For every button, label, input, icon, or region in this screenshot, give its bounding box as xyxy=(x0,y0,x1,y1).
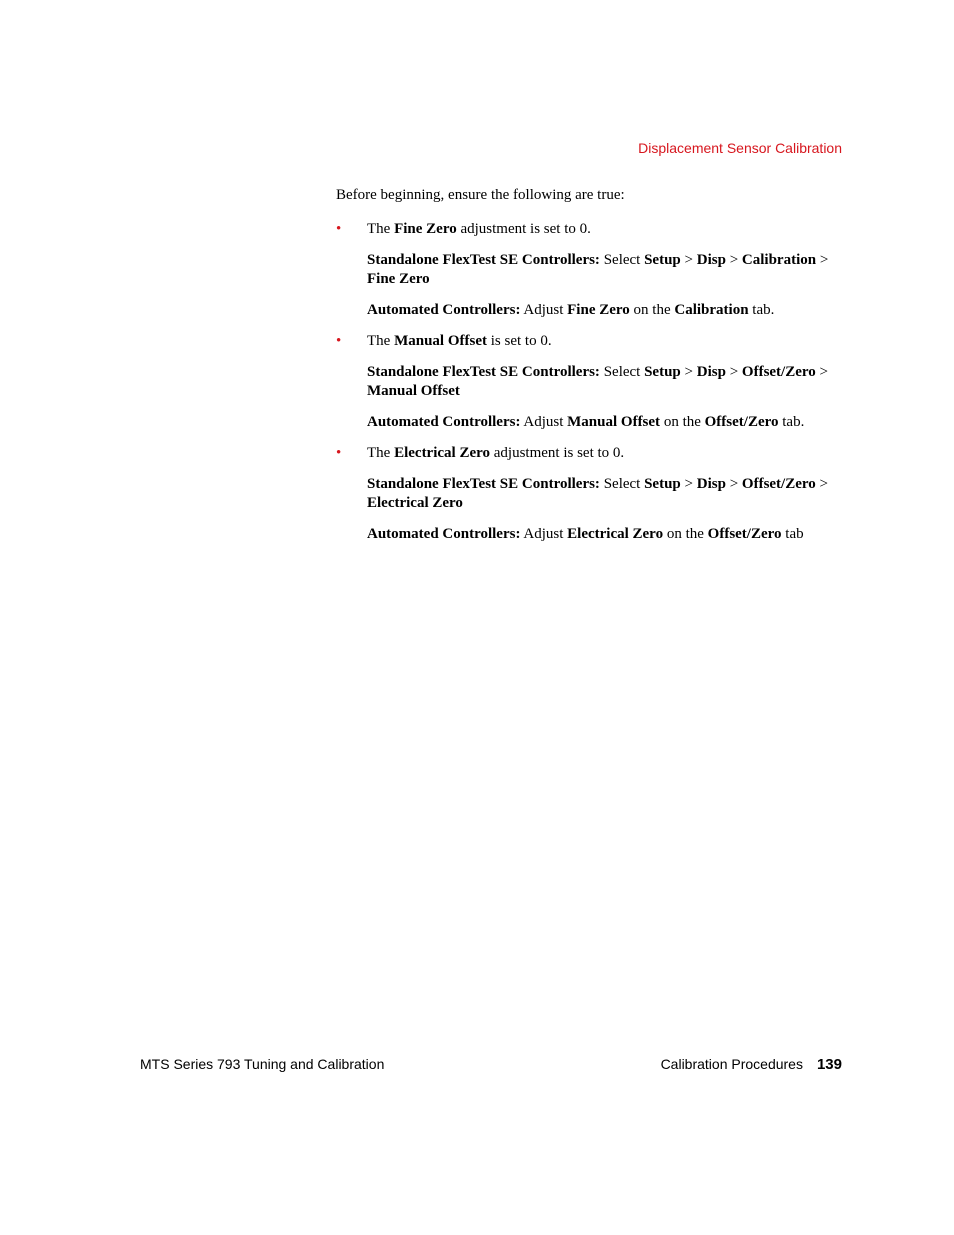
requirement-item xyxy=(336,332,846,351)
bold-term: Calibration xyxy=(741,252,817,268)
bold-term: Standalone FlexTest SE Controllers: xyxy=(367,252,600,268)
bold-term: Automated Controllers: xyxy=(367,526,521,542)
text-run: > xyxy=(815,364,828,380)
bold-term: Offset/Zero xyxy=(741,476,816,492)
bold-term: Electrical Zero xyxy=(567,526,664,542)
text-run: Select xyxy=(599,252,645,268)
bold-term: Electrical Zero xyxy=(394,445,491,461)
bold-term: Electrical Zero xyxy=(367,495,463,511)
intro-text: Before beginning, ensure the following are true: xyxy=(336,187,625,203)
bold-term: Fine Zero xyxy=(367,271,430,287)
bold-term: Offset/Zero xyxy=(704,414,779,430)
bullet-icon: • xyxy=(336,333,342,349)
page-number: 139 xyxy=(816,1056,842,1073)
footer-chapter: Calibration Procedures xyxy=(660,1056,803,1072)
footer-right xyxy=(661,1056,842,1073)
text-run: > xyxy=(680,476,697,492)
bold-term: Setup xyxy=(644,364,681,380)
bold-term: Offset/Zero xyxy=(707,526,782,542)
text-run: Adjust xyxy=(520,414,568,430)
text-run: is set to 0. xyxy=(487,333,552,349)
automated-instruction xyxy=(367,301,846,320)
bold-term: Standalone FlexTest SE Controllers: xyxy=(367,364,600,380)
bold-term: Fine Zero xyxy=(394,221,457,237)
text-run: adjustment is set to 0. xyxy=(456,221,591,237)
text-run: > xyxy=(815,476,828,492)
text-run: > xyxy=(725,252,742,268)
bold-term: Standalone FlexTest SE Controllers: xyxy=(367,476,600,492)
standalone-instruction xyxy=(367,475,846,513)
bullet-icon: • xyxy=(336,221,342,237)
bold-term: Manual Offset xyxy=(567,414,661,430)
page-content xyxy=(336,186,846,556)
text-run: > xyxy=(725,364,742,380)
requirement-item xyxy=(336,220,846,239)
text-run: on the xyxy=(660,414,705,430)
bold-term: Manual Offset xyxy=(367,383,460,399)
bold-term: Disp xyxy=(696,252,726,268)
text-run: > xyxy=(680,252,697,268)
bold-term: Fine Zero xyxy=(567,302,630,318)
bold-term: Setup xyxy=(644,476,681,492)
text-run: The xyxy=(367,445,395,461)
text-run: Select xyxy=(599,476,645,492)
text-run: > xyxy=(816,252,829,268)
text-run: tab. xyxy=(778,414,805,430)
text-run: tab xyxy=(781,526,804,542)
requirement-item xyxy=(336,444,846,463)
text-run: The xyxy=(367,333,395,349)
bold-term: Automated Controllers: xyxy=(367,302,521,318)
text-run: on the xyxy=(629,302,675,318)
bold-term: Disp xyxy=(696,476,726,492)
running-header: Displacement Sensor Calibration xyxy=(638,140,842,156)
bold-term: Calibration xyxy=(674,302,749,318)
bold-term: Offset/Zero xyxy=(741,364,816,380)
bold-term: Manual Offset xyxy=(394,333,487,349)
bold-term: Setup xyxy=(644,252,681,268)
text-run: on the xyxy=(663,526,708,542)
text-run: tab. xyxy=(748,302,775,318)
text-run: The xyxy=(367,221,395,237)
text-run: Adjust xyxy=(520,302,568,318)
bold-term: Automated Controllers: xyxy=(367,414,521,430)
automated-instruction xyxy=(367,413,846,432)
text-run: > xyxy=(725,476,742,492)
footer-manual-title: MTS Series 793 Tuning and Calibration xyxy=(140,1056,385,1072)
bold-term: Disp xyxy=(696,364,726,380)
requirement-list xyxy=(336,220,846,544)
text-run: > xyxy=(680,364,697,380)
bullet-icon: • xyxy=(336,445,342,461)
standalone-instruction xyxy=(367,251,846,289)
text-run: Select xyxy=(599,364,645,380)
text-run: adjustment is set to 0. xyxy=(490,445,625,461)
text-run: Adjust xyxy=(520,526,568,542)
standalone-instruction xyxy=(367,363,846,401)
automated-instruction xyxy=(367,525,846,544)
